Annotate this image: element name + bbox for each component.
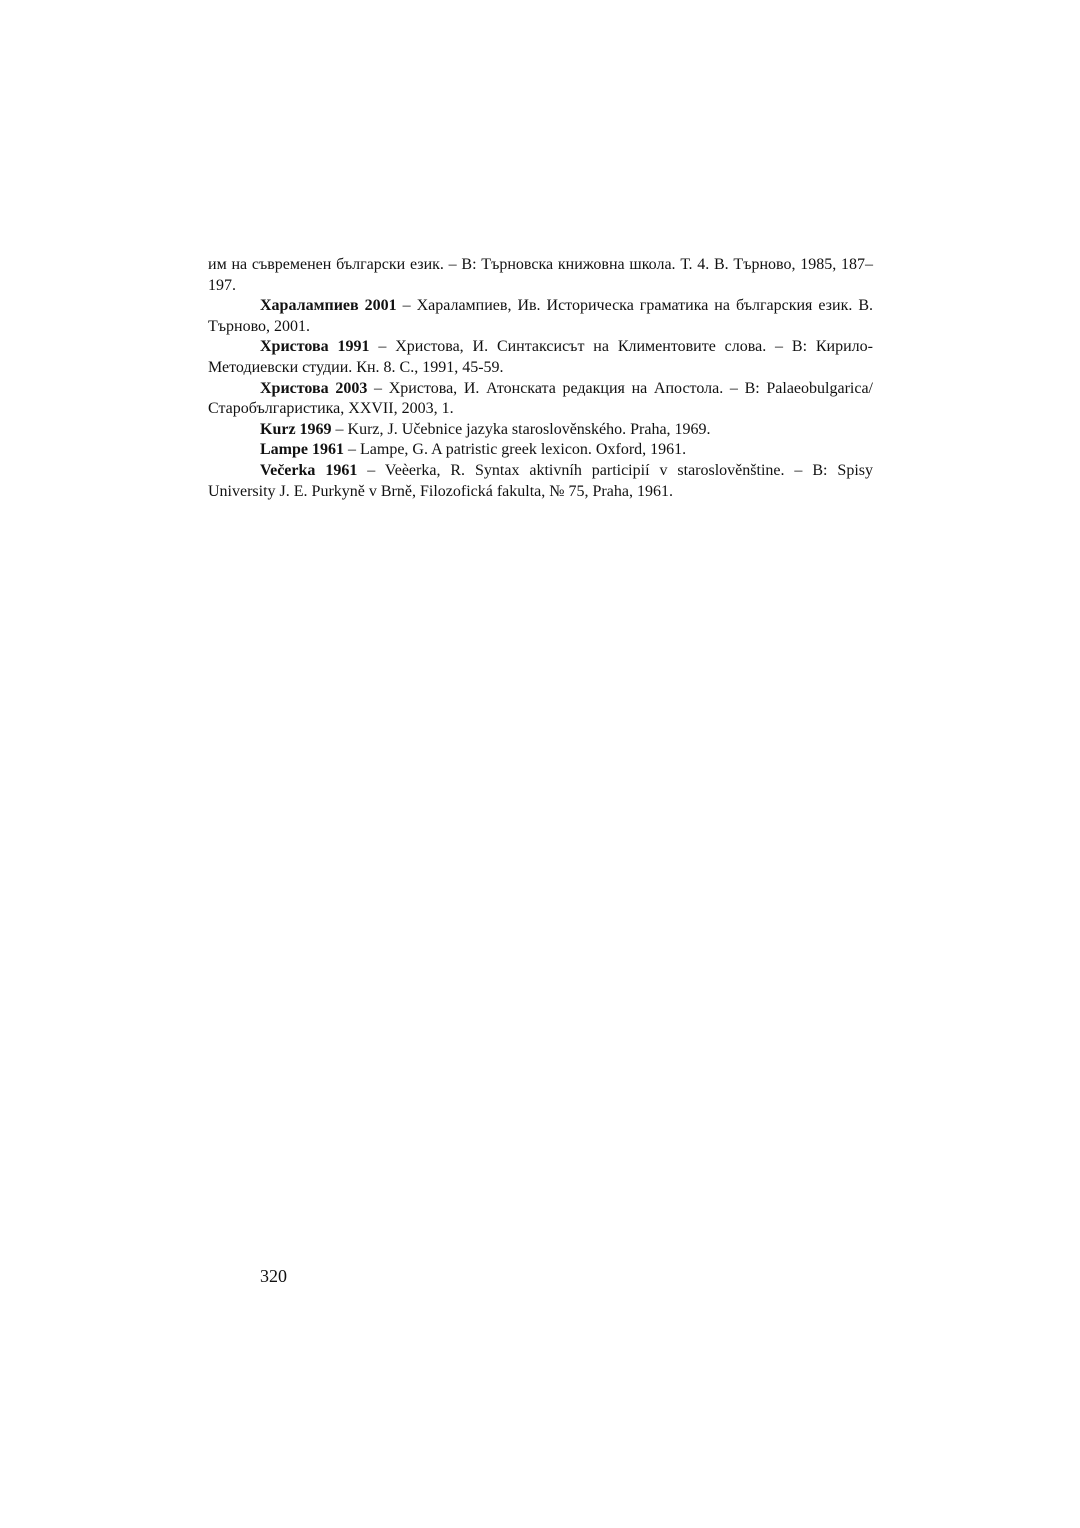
bibliography-entry-vecerka-1961 [208, 461, 873, 502]
bibliography-entry-key: Lampe 1961 [260, 441, 344, 459]
bibliography-entry-key: Večerka 1961 [260, 461, 358, 479]
bibliography-entry-key: Харалампиев 2001 [260, 297, 397, 315]
bibliography-entry-text: – Lampe, G. A patristic greek lexicon. Oxford, 1961. [344, 441, 687, 459]
bibliography-entry-key: Христова 1991 [260, 338, 370, 356]
page-number: 320 [260, 1266, 287, 1286]
bibliography-entry-key: Христова 2003 [260, 379, 368, 397]
bibliography-entry-hristova-2003 [208, 379, 873, 420]
bibliography-entry-key: Kurz 1969 [260, 420, 332, 438]
bibliography-entry-haralampiev-2001 [208, 296, 873, 337]
bibliography-entry-lampe-1961 [208, 440, 873, 461]
bibliography-continuation: им на съвременен български език. – В: Търновска книжовна школа. Т. 4. В. Търново, 1985, 187–197. [208, 256, 873, 294]
bibliography-entry-text: – Христова, И. Атонската редакция на Апостола. – В: Palaeobulgarica/ Старобългаристика, XXVII, 2003, 1. [208, 379, 873, 418]
bibliography-entry-text: – Kurz, J. Učebnice jazyka staroslověnského. Praha, 1969. [331, 420, 711, 438]
bibliography-entry-hristova-1991 [208, 337, 873, 378]
bibliography-entry-text: – Veèerka, R. Syntax aktivníh participií v staroslověnštine. – B: Spisy University J. E. Purkyně v Brně, Filozofická fakulta, № 75, Praha, 1961. [208, 461, 874, 500]
bibliography-entry-text: – Харалампиев, Ив. Историческа граматика на българския език. В. Търново, 2001. [208, 297, 873, 335]
bibliography-list [208, 255, 873, 502]
bibliography-entry-text: – Христова, И. Синтаксисът на Климентовите слова. – В: Кирило-Методиевски студии. Кн. 8. С., 1991, 45-59. [208, 338, 873, 376]
bibliography-entry-kurz-1969 [208, 420, 873, 441]
